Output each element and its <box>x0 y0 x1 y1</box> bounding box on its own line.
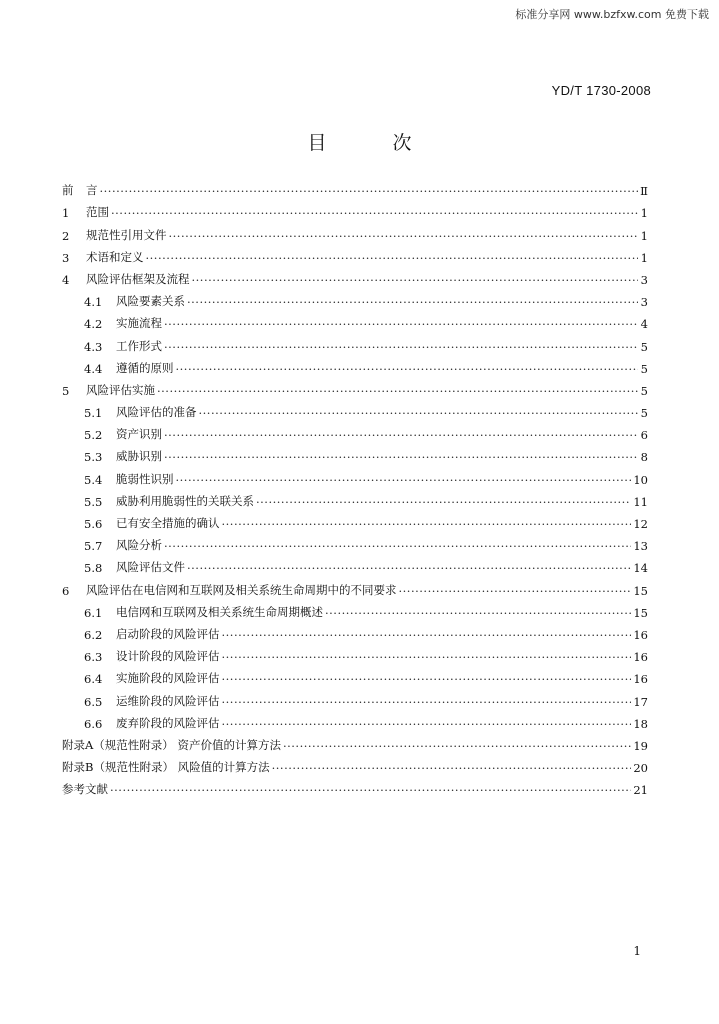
toc-entry-page: 3 <box>640 272 648 287</box>
toc-dot-leader <box>164 450 638 464</box>
page-title: 目 次 <box>307 132 442 154</box>
toc-entry-page: 15 <box>633 605 648 620</box>
toc-entry-number: 6.1 <box>84 605 103 620</box>
toc-entry-title: 脆弱性识别 <box>116 471 174 486</box>
toc-entry-page: 5 <box>640 383 648 398</box>
toc-entry-title: 资产识别 <box>116 427 162 442</box>
toc-entry[interactable] <box>62 331 648 353</box>
toc-entry-number: 5.8 <box>84 561 103 576</box>
toc-entry[interactable] <box>62 731 648 753</box>
toc-entry-page: 21 <box>633 783 648 798</box>
toc-entry-number: 前 <box>62 183 74 198</box>
toc-entry-page: 17 <box>633 694 648 709</box>
toc-dot-leader <box>187 561 631 575</box>
toc-entry-number: 5.4 <box>84 472 103 487</box>
toc-entry-title: 附录B（规范性附录） 风险值的计算方法 <box>62 760 270 775</box>
toc-entry-page: 14 <box>633 561 648 576</box>
toc-entry-number: 3 <box>62 250 70 265</box>
toc-dot-leader <box>192 273 639 287</box>
toc-entry-page: 16 <box>633 672 648 687</box>
toc-dot-leader <box>157 384 638 398</box>
toc-entry-number: 5.2 <box>84 428 103 443</box>
toc-entry[interactable] <box>62 176 648 198</box>
toc-entry-page: 12 <box>633 517 648 531</box>
toc-entry-page: 4 <box>640 317 648 332</box>
toc-entry[interactable] <box>62 598 648 620</box>
toc-entry-page: 5 <box>640 339 648 354</box>
toc-entry-title: 范围 <box>86 205 109 220</box>
toc-dot-leader <box>110 783 631 797</box>
toc-entry-number: 5 <box>62 383 70 398</box>
toc-entry[interactable] <box>62 531 648 553</box>
toc-dot-leader <box>199 406 639 420</box>
toc-entry-number: 4.2 <box>84 317 103 332</box>
toc-dot-leader <box>222 717 632 731</box>
toc-entry-number: 6.4 <box>84 672 103 687</box>
toc-entry-page: 6 <box>640 428 648 443</box>
toc-entry[interactable] <box>62 664 648 686</box>
toc-entry-number: 5.6 <box>84 517 103 531</box>
toc-dot-leader <box>176 362 639 376</box>
toc-entry-number: 5.7 <box>84 539 103 554</box>
toc-dot-leader <box>222 628 632 642</box>
toc-dot-leader <box>176 473 632 487</box>
toc-entry-number: 4.4 <box>84 361 103 376</box>
toc-entry[interactable] <box>62 309 648 331</box>
toc-entry-page: 15 <box>633 583 648 598</box>
toc-entry-number: 4.3 <box>84 339 103 354</box>
toc-entry[interactable] <box>62 509 648 531</box>
toc-entry-page: 8 <box>640 450 648 465</box>
toc-entry[interactable] <box>62 686 648 708</box>
toc-entry-title: 已有安全措施的确认 <box>116 516 220 530</box>
toc-entry-page: 1 <box>640 206 648 221</box>
toc-entry-page: 1 <box>640 250 648 265</box>
toc-entry-number: 4.1 <box>84 295 103 310</box>
toc-entry[interactable] <box>62 464 648 486</box>
toc-entry[interactable] <box>62 775 648 797</box>
toc-entry-number: 6.3 <box>84 650 103 665</box>
toc-entry[interactable] <box>62 709 648 731</box>
toc-entry-title: 运维阶段的风险评估 <box>116 693 220 708</box>
toc-dot-leader <box>222 650 632 664</box>
toc-dot-leader <box>256 495 631 509</box>
toc-entry-page: 1 <box>640 228 648 243</box>
toc-entry-page: 18 <box>633 716 648 731</box>
toc-entry-title: 附录A（规范性附录） 资产价值的计算方法 <box>62 737 281 752</box>
toc-entry-page: 13 <box>633 539 648 554</box>
toc-dot-leader <box>100 184 639 198</box>
page-number: 1 <box>633 944 641 958</box>
toc-dot-leader <box>283 739 631 753</box>
toc-entry-title: 风险评估实施 <box>86 382 155 397</box>
toc-entry[interactable] <box>62 487 648 509</box>
toc-entry-title: 威胁识别 <box>116 449 162 464</box>
toc-entry[interactable] <box>62 287 648 309</box>
toc-entry-title: 风险要素关系 <box>116 294 185 309</box>
toc-entry-title: 设计阶段的风险评估 <box>116 649 220 664</box>
toc-entry-title: 遵循的原则 <box>116 360 174 375</box>
toc-entry[interactable] <box>62 642 648 664</box>
toc-dot-leader <box>111 206 638 220</box>
toc-dot-leader <box>164 340 638 354</box>
toc-entry-number: 6.2 <box>84 627 103 642</box>
toc-entry-title: 风险评估文件 <box>116 560 185 575</box>
toc-entry-title: 风险评估框架及流程 <box>86 271 190 286</box>
toc-dot-leader <box>187 295 638 309</box>
toc-entry-number: 5.5 <box>84 494 103 509</box>
toc-entry-title: 风险评估在电信网和互联网及相关系统生命周期中的不同要求 <box>86 582 397 597</box>
watermark-text: 标准分享网 www.bzfxw.com 免费下载 <box>515 8 709 21</box>
toc-dot-leader <box>169 229 639 243</box>
toc-entry[interactable] <box>62 220 648 242</box>
toc-entry[interactable] <box>62 575 648 597</box>
toc-entry-page: 19 <box>633 738 648 753</box>
toc-entry-number: 2 <box>62 228 70 243</box>
toc-dot-leader <box>222 517 632 531</box>
toc-entry[interactable] <box>62 420 648 442</box>
toc-entry-page: 5 <box>640 361 648 376</box>
toc-entry-title: 工作形式 <box>116 338 162 353</box>
toc-entry-number: 5.1 <box>84 406 103 421</box>
toc-dot-leader <box>325 606 631 620</box>
toc-dot-leader <box>222 695 632 709</box>
toc-entry-number: 1 <box>62 206 70 221</box>
toc-entry[interactable] <box>62 553 648 575</box>
toc-entry-title: 实施流程 <box>116 316 162 331</box>
toc-dot-leader <box>222 672 632 686</box>
standard-code: YD/T 1730-2008 <box>551 83 651 98</box>
toc-entry[interactable] <box>62 376 648 398</box>
toc-entry-page: 5 <box>640 406 648 421</box>
toc-entry-title: 风险分析 <box>116 538 162 553</box>
toc-dot-leader <box>164 539 631 553</box>
toc-entry-title: 参考文献 <box>62 782 108 797</box>
toc-entry-title: 规范性引用文件 <box>86 227 167 242</box>
toc-entry[interactable] <box>62 243 648 265</box>
toc-dot-leader <box>146 251 639 265</box>
toc-entry-page: 16 <box>633 627 648 642</box>
toc-entry-title: 废弃阶段的风险评估 <box>116 715 220 730</box>
table-of-contents <box>62 176 648 797</box>
toc-entry[interactable] <box>62 198 648 220</box>
toc-entry[interactable] <box>62 265 648 287</box>
toc-dot-leader <box>164 317 638 331</box>
toc-entry-title: 电信网和互联网及相关系统生命周期概述 <box>116 604 323 619</box>
toc-entry-page: 16 <box>633 650 648 665</box>
toc-entry-title: 启动阶段的风险评估 <box>116 626 220 641</box>
toc-entry-number: 6.6 <box>84 716 103 731</box>
toc-entry[interactable] <box>62 442 648 464</box>
toc-entry-page: 10 <box>633 472 648 487</box>
toc-entry-page: 11 <box>633 494 648 509</box>
toc-entry-page: 3 <box>640 295 648 310</box>
toc-entry-number: 6.5 <box>84 694 103 709</box>
toc-dot-leader <box>164 428 638 442</box>
toc-entry-title: 术语和定义 <box>86 249 144 264</box>
toc-entry-title: 风险评估的准备 <box>116 405 197 420</box>
toc-entry[interactable] <box>62 753 648 775</box>
toc-entry-title: 威胁利用脆弱性的关联关系 <box>116 493 254 508</box>
toc-entry[interactable] <box>62 354 648 376</box>
toc-dot-leader <box>272 761 632 775</box>
toc-entry-number: 6 <box>62 583 70 598</box>
toc-entry[interactable] <box>62 398 648 420</box>
toc-entry-number: 4 <box>62 272 70 287</box>
toc-entry-title: 实施阶段的风险评估 <box>116 671 220 686</box>
toc-entry-title: 言 <box>86 183 98 198</box>
toc-entry[interactable] <box>62 620 648 642</box>
toc-dot-leader <box>399 584 632 598</box>
toc-entry-number: 5.3 <box>84 450 103 465</box>
toc-entry-page: Ⅱ <box>640 184 648 199</box>
toc-entry-page: 20 <box>633 761 648 776</box>
